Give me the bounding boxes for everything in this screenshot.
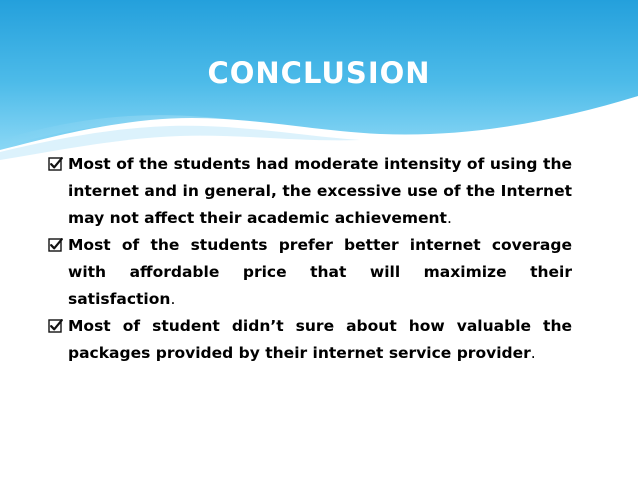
conclusion-bullet-list xyxy=(64,151,572,367)
bullet-text: Most of the students prefer better internet coverage with affordable price that will maximize their satisfaction xyxy=(68,236,572,308)
bullet-period: . xyxy=(170,290,176,308)
checkbox-bullet-icon xyxy=(48,157,63,172)
slide-title: CONCLUSION xyxy=(207,56,431,90)
checkbox-bullet-icon xyxy=(48,238,63,253)
bullet-item xyxy=(48,313,572,367)
bullet-period: . xyxy=(530,344,536,362)
checkbox-bullet-icon xyxy=(48,319,63,334)
bullet-item xyxy=(48,232,572,313)
bullet-text: Most of student didn’t sure about how valuable the packages provided by their internet service provider xyxy=(68,317,572,362)
bullet-item xyxy=(48,151,572,232)
bullet-text: Most of the students had moderate intensity of using the internet and in general, the excessive use of the Internet may not affect their academic achievement xyxy=(68,155,572,227)
bullet-period: . xyxy=(446,209,452,227)
